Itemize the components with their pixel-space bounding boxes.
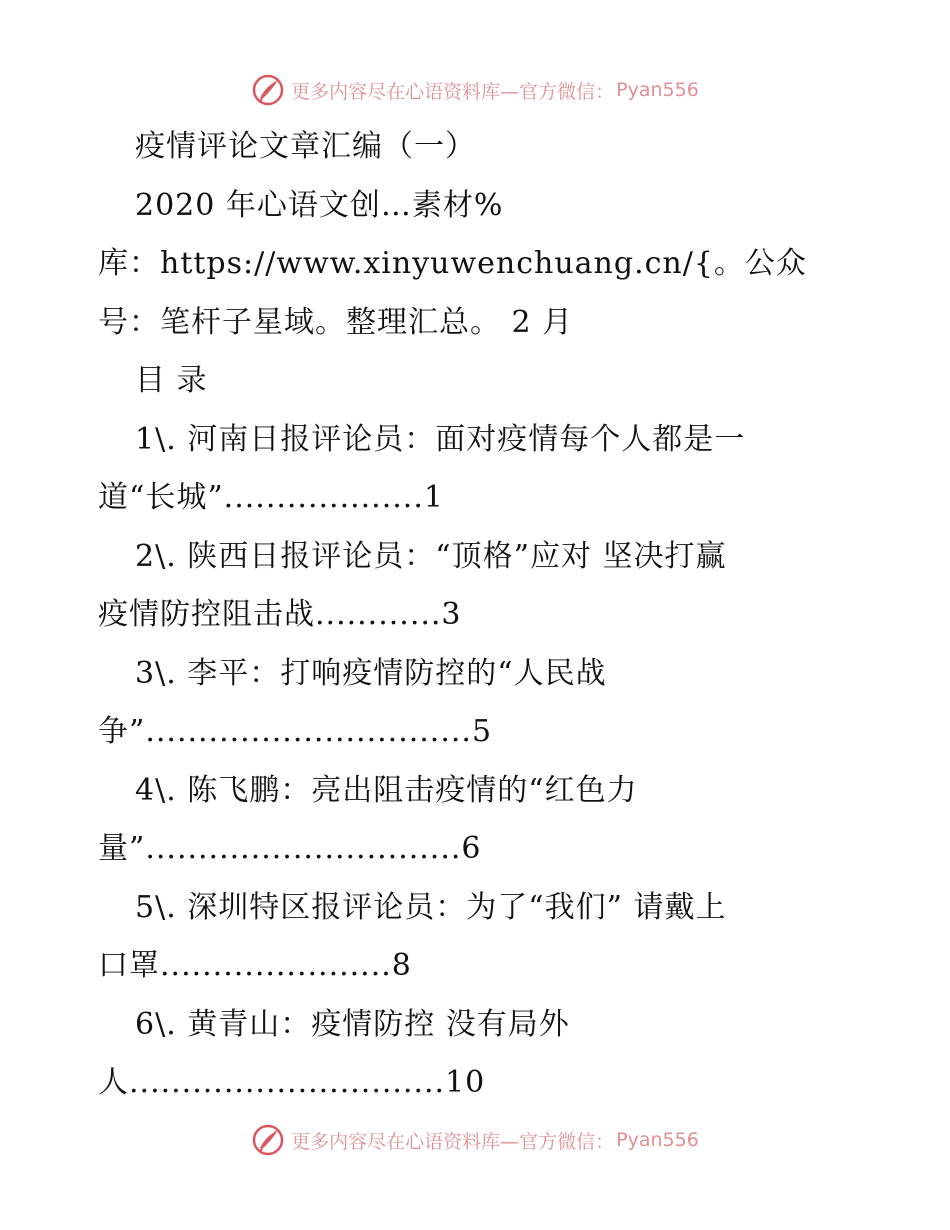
toc-entry-continuation: 量”..............................6	[98, 831, 482, 866]
toc-heading: 目 录	[135, 363, 208, 398]
watermark-text: 更多内容尽在心语资料库—官方微信：	[291, 80, 615, 103]
watermark-wechat-id: Pyan556	[616, 79, 699, 101]
document-body	[98, 118, 858, 1113]
toc-entry: 6\. 黄青山：疫情防控 没有局外	[135, 1006, 570, 1042]
toc-entry: 3\. 李平：打响疫情防控的“人民战	[135, 655, 607, 691]
toc-entry: 4\. 陈飞鹏：亮出阻击疫情的“红色力	[135, 772, 638, 808]
header-watermark	[0, 70, 950, 110]
doc-source-line: 2020 年心语文创…素材%	[135, 187, 504, 223]
footer-watermark	[0, 1120, 950, 1160]
watermark-wechat-id: Pyan556	[616, 1129, 699, 1151]
doc-source-line: 库：https://www.xinyuwenchuang.cn/{。公众	[98, 246, 807, 281]
toc-entry: 5\. 深圳特区报评论员：为了“我们” 请戴上	[135, 889, 727, 925]
watermark-text: 更多内容尽在心语资料库—官方微信：	[291, 1130, 615, 1153]
quill-logo-icon	[251, 1123, 285, 1157]
quill-logo-icon	[251, 73, 285, 107]
doc-source-line: 号：笔杆子星域。整理汇总。 2 月	[98, 304, 574, 340]
toc-entry-continuation: 争”...............................5	[98, 714, 493, 749]
toc-entry: 1\. 河南日报评论员：面对疫情每个人都是一	[135, 421, 746, 457]
toc-entry: 2\. 陕西日报评论员：“顶格”应对 坚决打赢	[135, 538, 727, 574]
toc-entry-continuation: 人..............................10	[98, 1065, 486, 1100]
toc-entry-continuation: 口罩......................8	[98, 948, 412, 983]
toc-entry-continuation: 疫情防控阻击战............3	[98, 597, 462, 632]
toc-entry-continuation: 道“长城”...................1	[98, 480, 444, 515]
doc-title: 疫情评论文章汇编（一）	[135, 129, 476, 164]
